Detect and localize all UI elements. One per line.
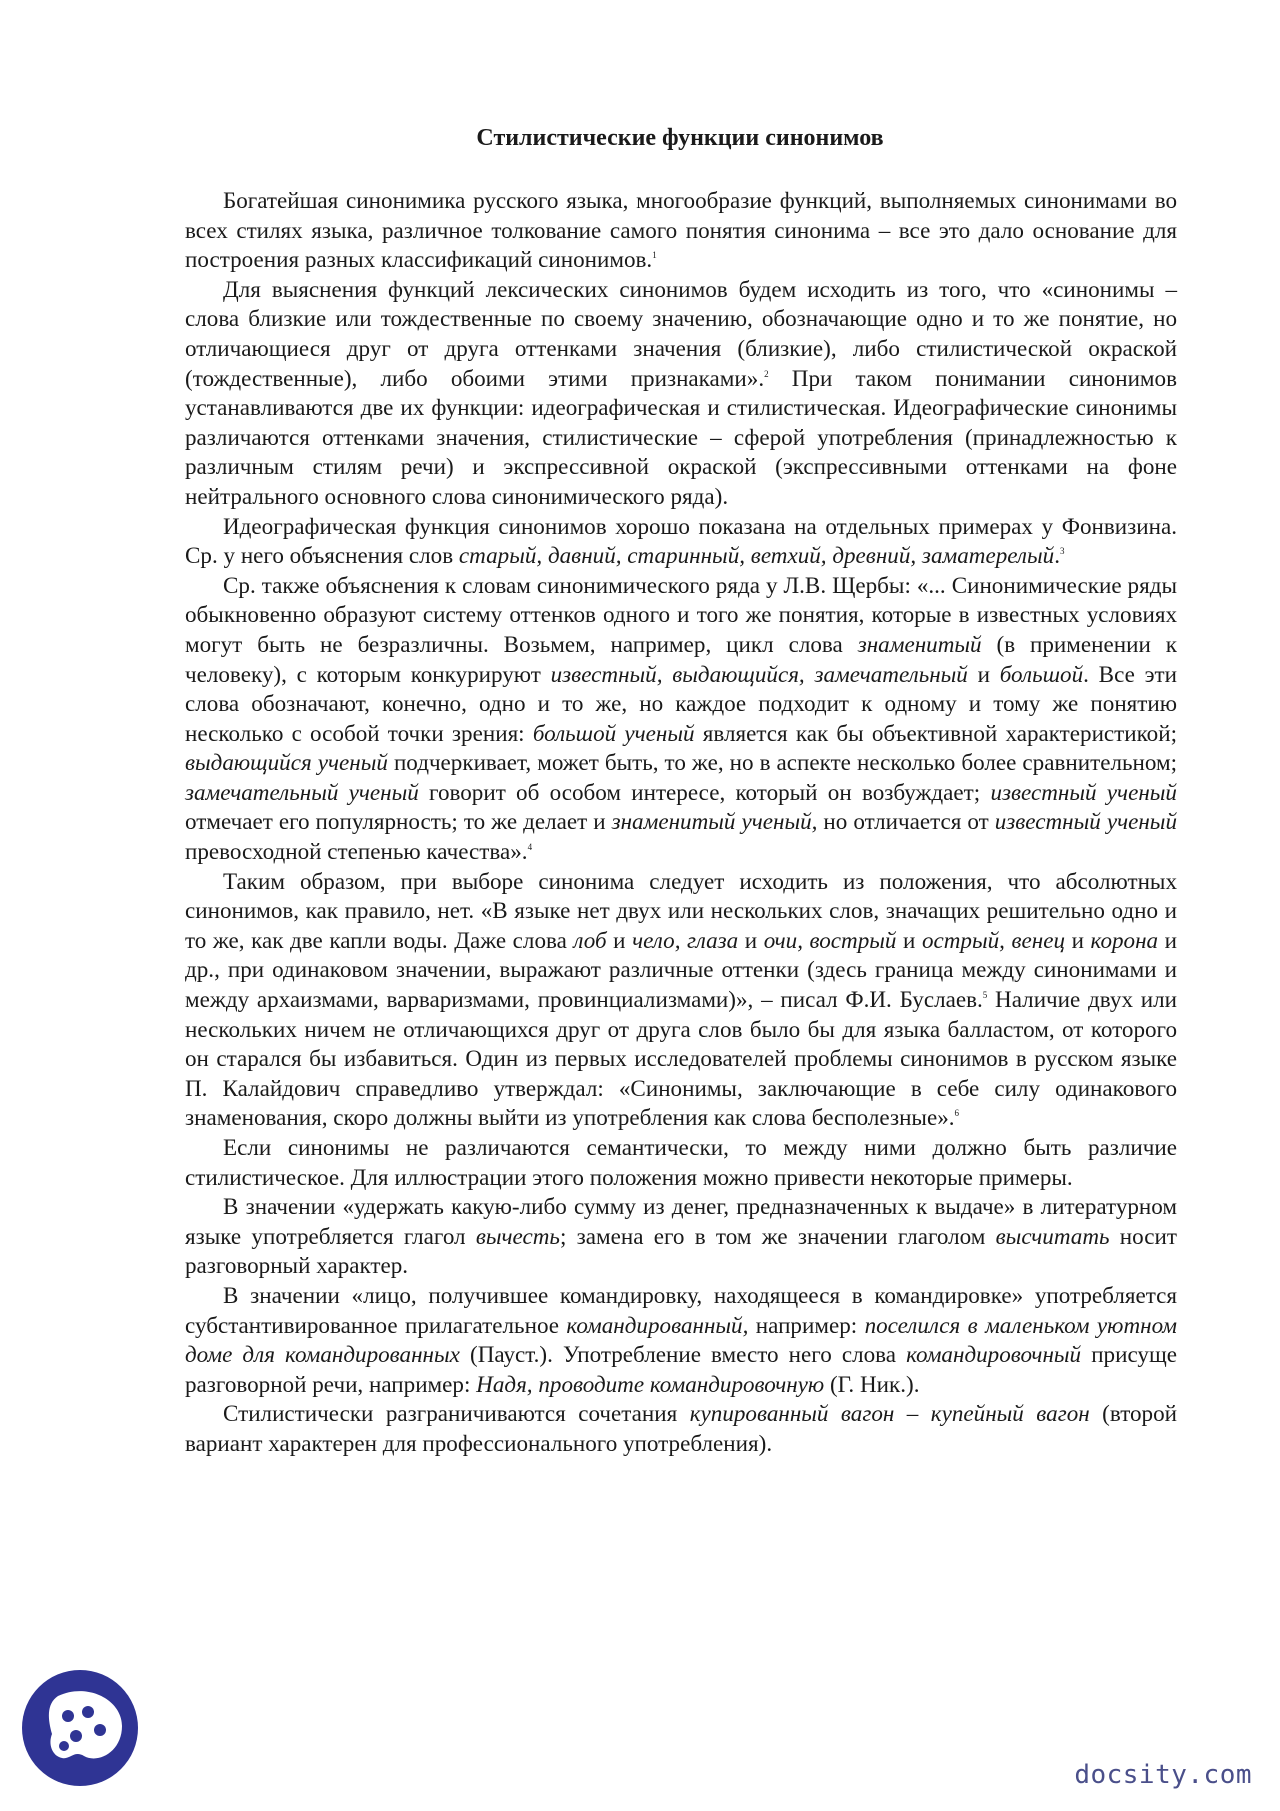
text-run: носит разговорный характер. [185,1222,1177,1279]
italic-term: известный, выдающийся, замечательный [550,660,968,687]
italic-term: старый, давний, старинный, ветхий, древний, заматерелый [458,542,1055,569]
paragraph [185,1192,1177,1281]
italic-term: замечательный ученый [185,778,419,805]
paragraph [185,571,1177,867]
italic-term: Надя, проводите командировочную [476,1370,825,1397]
text-run: Стилистически разграничиваются сочетания [223,1400,690,1427]
text-run: превосходной степенью качества». [185,838,528,865]
text-run: и др., при одинаковом значении, выражают различные оттенки (здесь граница между синонимами и между архаизмами, варваризмами, провинциализмами)», – писал Ф.И. Буслаев. [185,926,1178,1013]
document-body [185,186,1177,1459]
text-run: отмечает его популярность; то же делает и [185,808,612,835]
footnote-marker: 3 [1059,546,1065,557]
italic-term: знаменитый [857,630,982,657]
text-run: и [967,660,1000,687]
italic-term: поселился в маленьком уютном доме для командированных [185,1311,1178,1368]
italic-term: очи, вострый [763,926,897,953]
text-run: В значении «лицо, получившее командировку, находящееся в командировке» употребляется субстантивированное прилагательное [185,1281,1177,1338]
paragraph [185,275,1177,512]
italic-term: выдающийся ученый [185,749,388,776]
italic-term: знаменитый ученый, [611,808,818,835]
text-run: присуще разговорной речи, например: [185,1341,1177,1397]
text-run: При таком понимании синонимов устанавливаются две их функции: идеографическая и стилистическая. Идеографические синонимы различаются оттенками значения, стилистические – сферой употребления (принадлежностью к различным стилям речи) и экспрессивной окраской (экспрессивными оттенками на фоне нейтрального основного слова синонимического ряда). [185,364,1177,509]
text-run: (Пауст.). Употребление вместо него слова [459,1341,907,1368]
text-run: Таким образом, при выборе синонима следует исходить из положения, что абсолютных синонимов, как правило, нет. «В языке нет двух или нескольких слов, значащих решительно одно и то же, как две капли воды. Даже слова [185,867,1177,953]
text-run: подчеркивает, может быть, то же, но в аспекте несколько более сравнительном; [387,749,1177,776]
text-run: и [738,926,764,953]
text-run: В значении «удержать какую-либо сумму из денег, предназначенных к выдаче» в литературном языке употребляется глагол [185,1193,1177,1249]
italic-term: известный ученый [994,808,1177,835]
italic-term: чело, глаза [632,926,739,953]
paragraph [185,867,1177,1133]
footnote-marker: 5 [982,990,988,1001]
text-run: Богатейшая синонимика русского языка, многообразие функций, выполняемых синонимами во всех стилях языка, различное толкование самого понятия синонима – все это дало основание для построения разных классификаций синонимов. [185,187,1177,273]
italic-term: корона [1090,926,1159,953]
italic-term: большой [999,660,1084,687]
text-run: . Все эти слова обозначают, конечно, одно и то же, но каждое подходит к одному и тому же понятию несколько с особой точки зрения: [185,660,1177,746]
text-run: (второй вариант характерен для профессионального употребления). [185,1400,1177,1456]
docsity-logo-icon [18,1660,148,1790]
text-run: Для выяснения функций лексических синонимов будем исходить из того, что «синонимы – слова близкие или тождественные по своему значению, обозначающие одно и то же понятие, но отличающиеся друг от друга оттенками значения (близкие), либо стилистической окраской (тождественные), либо обоими этими признаками». [185,275,1177,391]
text-run: (Г. Ник.). [824,1370,920,1397]
text-run: но отличается от [817,808,995,835]
text-run: например: [748,1311,865,1338]
text-run: и [1065,926,1091,953]
text-run: и [896,926,922,953]
paragraph [185,1133,1177,1192]
paragraph [185,1399,1177,1458]
footnote-marker: 1 [652,250,657,261]
text-run: . [1054,542,1060,569]
text-run: Идеографическая функция синонимов хорошо показана на отдельных примерах у Фонвизина. Ср. у него объяснения слов [185,512,1177,569]
italic-term: вычесть [475,1222,560,1249]
text-run: и [606,926,633,953]
page-title: Стилистические функции синонимов [476,125,884,151]
italic-term: высчитать [995,1222,1110,1249]
italic-term: командировочный [906,1341,1082,1368]
italic-term: купированный вагон – купейный вагон [689,1400,1090,1427]
paragraph [185,512,1177,571]
text-run: (в применении к человеку), с которым конкурируют [185,630,1178,687]
footnote-marker: 2 [764,368,769,379]
italic-term: большой ученый [532,719,695,746]
paragraph [185,1281,1177,1399]
footnote-marker: 4 [527,842,533,853]
text-run: Если синонимы не различаются семантически, то между ними должно быть различие стилистическое. Для иллюстрации этого положения можно привести некоторые примеры. [185,1134,1177,1190]
text-run: говорит об особом интересе, который он возбуждает; [418,778,991,805]
text-run: Наличие двух или нескольких ничем не отличающихся друг от друга слов было бы для языка балластом, от которого он старался бы избавиться. Один из первых исследователей проблемы синонимов в русском языке П. Калайдович справедливо утверждал: «Синонимы, заключающие в себе силу одинакового знаменования, скоро должны выйти из употребления как слова бесполезные». [185,986,1177,1131]
brand-watermark[interactable]: docsity.com [1074,1760,1252,1790]
italic-term: командированный, [566,1311,749,1338]
text-run: ; замена его в том же значении глаголом [559,1222,996,1249]
italic-term: известный ученый [990,778,1177,805]
text-run: Ср. также объяснения к словам синонимического ряда у Л.В. Щербы: «... Синонимические ряды обыкновенно образуют систему оттенков одного и того же понятия, которые в известных условиях могут быть не безразличны. Возьмем, например, цикл слова [185,571,1177,657]
italic-term: лоб [573,926,607,953]
paragraph [185,186,1177,275]
footnote-marker: 6 [954,1108,960,1119]
text-run: является как бы объективной характеристикой; [694,719,1178,746]
italic-term: острый, венец [921,926,1066,953]
